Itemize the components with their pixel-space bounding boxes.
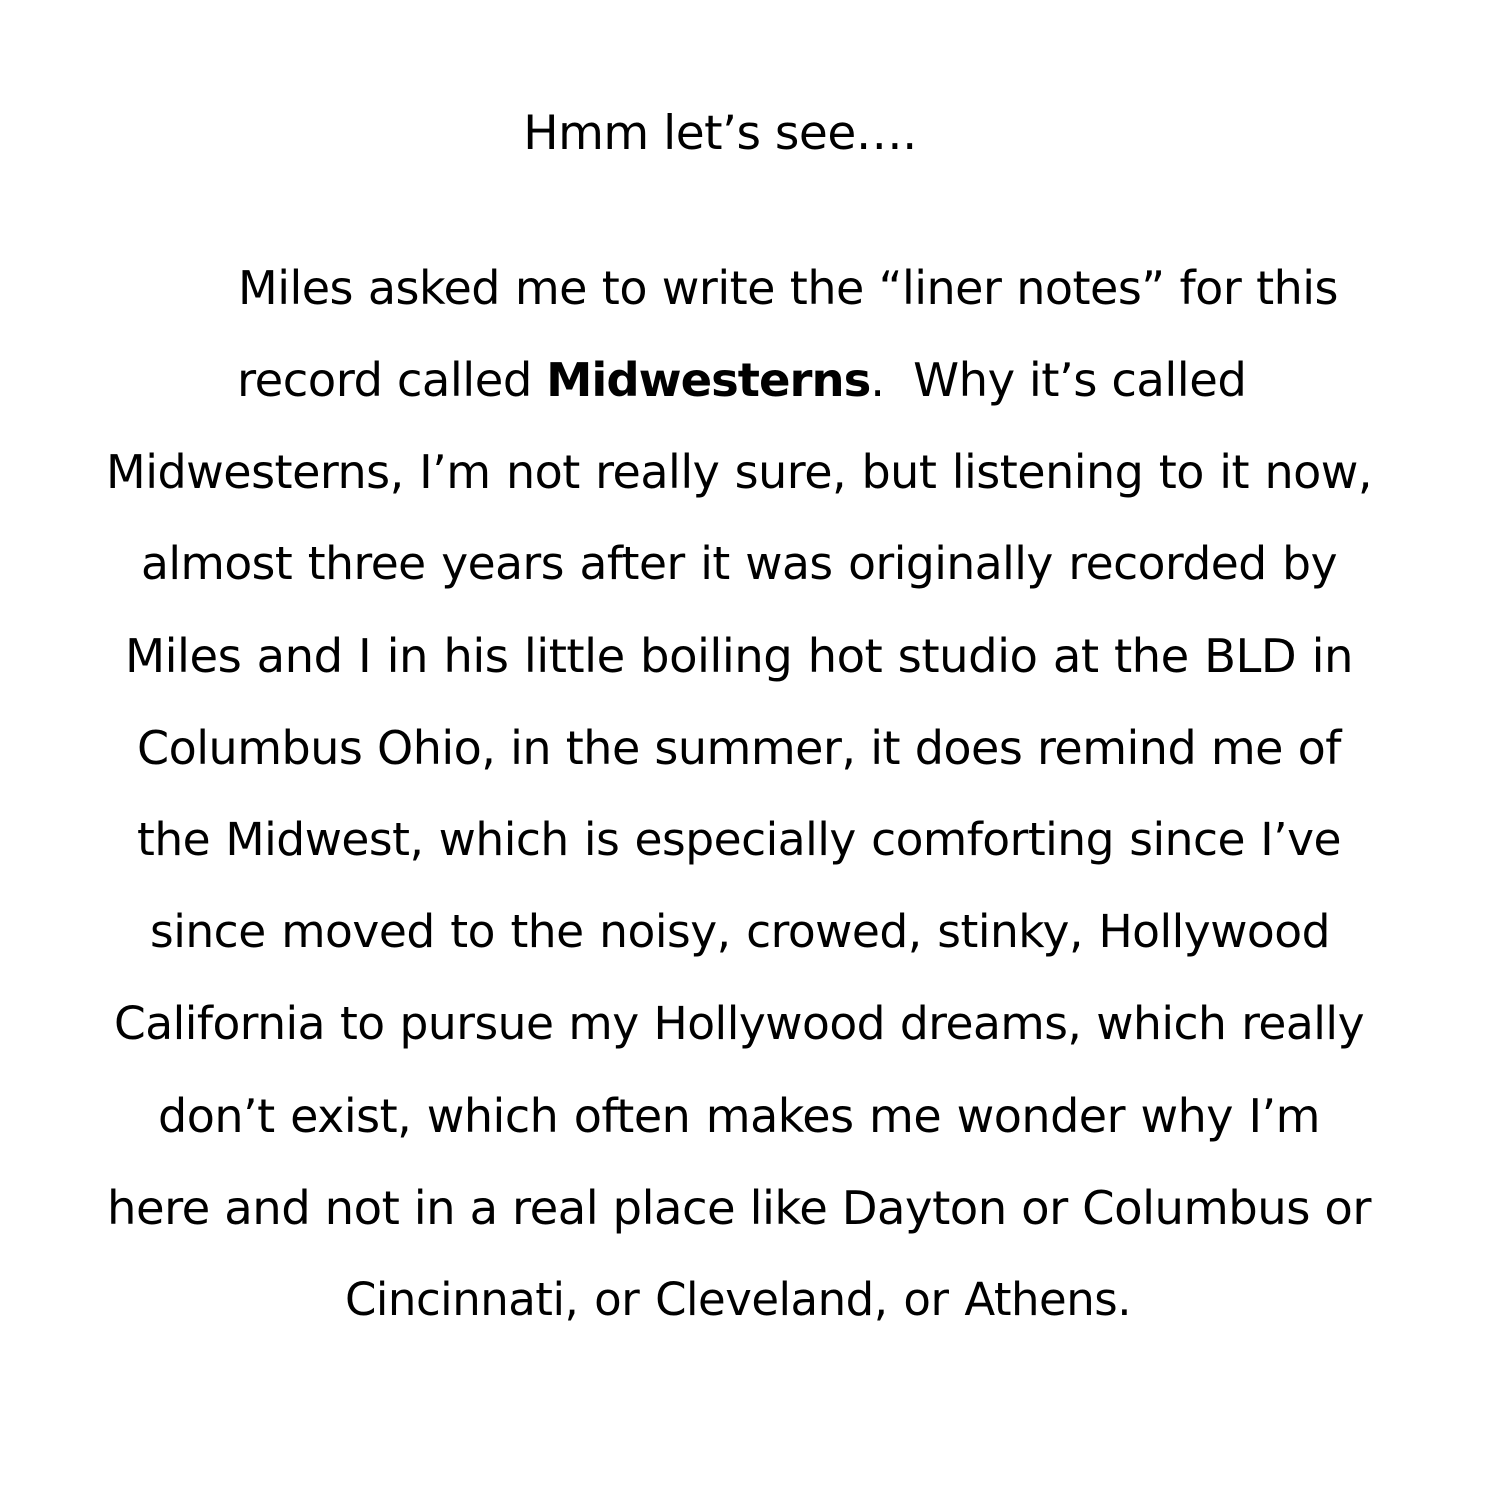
paragraph-line-1-text: Miles asked me to write the “liner notes” for this [238,261,1338,315]
paragraph-line-11-text: here and not in a real place like Dayton or Columbus or [107,1181,1371,1235]
paragraph-line-7-text: the Midwest, which is especially comforting since I’ve [137,813,1341,866]
paragraph-line-12 [345,1270,1131,1330]
paragraph-line-8 [150,902,1330,962]
paragraph-line-2-post: . Why it’s called [870,353,1247,407]
paragraph-line-5-text: Miles and I in his little boiling hot studio at the BLD in [125,629,1353,683]
paragraph-line-9-text: California to pursue my Hollywood dreams, which really [114,997,1364,1050]
paragraph-line-3-text: Midwesterns, I’m not really sure, but listening to it now, [106,445,1372,499]
paragraph-line-6 [137,718,1341,778]
paragraph-line-12-text: Cincinnati, or Cleveland, or Athens. [345,1273,1131,1326]
paragraph-line-9 [114,994,1364,1054]
paragraph-line-10 [158,1086,1320,1146]
paragraph-line-7 [137,810,1341,870]
paragraph-line-2-pre: record called [237,353,532,407]
paragraph-line-11 [107,1178,1371,1238]
paragraph-line-5 [125,626,1353,686]
paragraph-line-4-text: almost three years after it was originally recorded by [141,537,1337,590]
paragraph-line-2 [237,350,1247,410]
paragraph-line-3 [106,442,1372,502]
paragraph-line-8-text: since moved to the noisy, crowed, stinky, Hollywood [150,905,1330,958]
paragraph-line-1 [238,258,1338,318]
paragraph-line-4 [141,534,1337,594]
paragraph-line-10-text: don’t exist, which often makes me wonder why I’m [158,1089,1320,1143]
page-heading: Hmm let’s see…. [523,106,917,161]
paragraph-line-6-text: Columbus Ohio, in the summer, it does remind me of [137,721,1341,775]
album-title: Midwesterns [546,353,871,407]
